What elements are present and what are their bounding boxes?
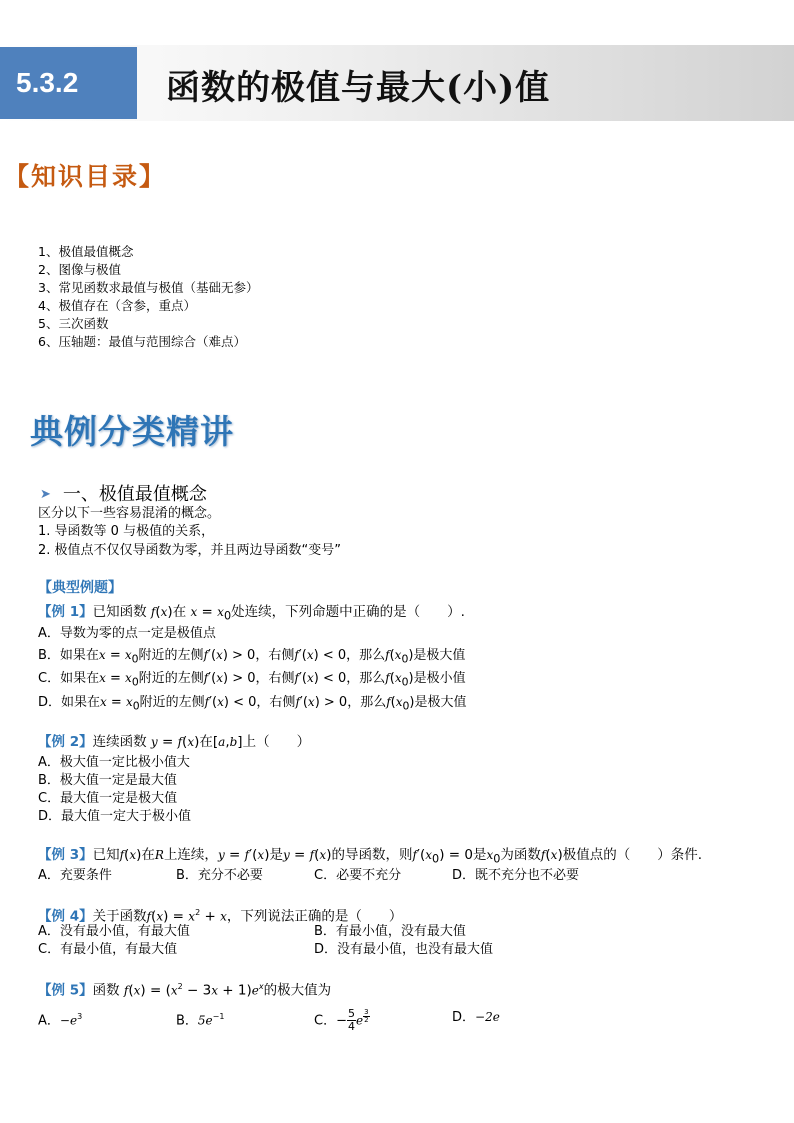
example-3-question: 【例 3】已知f(x)在R上连续，y = f′(x)是y = f(x)的导函数，则$f'(x_0) = 0$是$x_0$为函数f(x)极值点的（ ）条件. [38, 847, 703, 866]
typical-examples-heading: 【典型例题】 [38, 580, 122, 596]
example-4-option: B．有最小值，没有最大值 [314, 924, 466, 939]
example-5-option-d: D．−2e [452, 1010, 500, 1025]
catalog-item: 4、极值存在（含参，重点） [38, 298, 196, 313]
example-5-option-c: C．− $\frac{5}{4}$ e $^{\frac{3}{2}}$ [314, 1007, 369, 1034]
catalog-item: 6、压轴题：最值与范围综合（难点） [38, 334, 246, 349]
example-1-question: 【例 1】已知函数 f(x)在 $x = x_0$处连续，下列命题中正确的是（ ）. [38, 604, 465, 623]
example-3-option: B．充分不必要 [176, 868, 263, 883]
example-2-option: C．最大值一定是极大值 [38, 791, 178, 806]
example-2-option: D．最大值一定大于极小值 [38, 809, 192, 824]
example-4-option: D．没有最小值，也没有最大值 [314, 942, 494, 957]
examples-banner: 典例分类精讲 [30, 412, 234, 451]
example-4-option: C．有最小值，有最大值 [38, 942, 178, 957]
section-heading: ➤ 一、极值最值概念 [40, 484, 207, 505]
catalog-item: 1、极值最值概念 [38, 244, 134, 259]
catalog-item: 3、常见函数求最值与极值（基础无参） [38, 280, 259, 295]
example-4-question: 【例 4】关于函数$f(x) = x^2 + x$，下列说法正确的是（ ） [38, 908, 403, 925]
point-item: 1. 导函数等 0 与极值的关系， [38, 524, 215, 539]
example-1-option-d: D．如果在$x = x_0$附近的左侧f′(x) < 0，右侧f′(x) > 0，那么$f(x_0)$是极大值 [38, 695, 467, 713]
example-5-option-a: A．$-e^3$ [38, 1012, 83, 1029]
example-4-option: A．没有最小值，有最大值 [38, 924, 190, 939]
section-number: 5.3.2 [0, 47, 137, 119]
example-3-option: D．既不充分也不必要 [452, 868, 580, 883]
example-3-option: A．充要条件 [38, 868, 112, 883]
example-2-question: 【例 2】连续函数 y = f(x)在[a,b]上（ ） [38, 734, 311, 750]
example-5-option-b: B．$5e^{-1}$ [176, 1012, 225, 1029]
catalog-item: 2、图像与极值 [38, 262, 121, 277]
example-1-option-c: C．如果在$x = x_0$附近的左侧f′(x) > 0，右侧f′(x) < 0，那么$f(x_0)$是极小值 [38, 671, 466, 689]
page-title: 函数的极值与最大(小)值 [166, 68, 551, 108]
example-2-option: A．极大值一定比极小值大 [38, 755, 190, 770]
example-3-option: C．必要不充分 [314, 868, 402, 883]
arrow-bullet-icon: ➤ [40, 487, 51, 502]
example-2-option: B．极大值一定是最大值 [38, 773, 177, 788]
example-1-option-b: B．如果在$x = x_0$附近的左侧f′(x) > 0，右侧f′(x) < 0，那么$f(x_0)$是极大值 [38, 648, 466, 666]
catalog-item: 5、三次函数 [38, 316, 109, 331]
catalog-heading: 【知识目录】 [4, 162, 167, 191]
example-1-option-a: A．导数为零的点一定是极值点 [38, 626, 216, 641]
example-5-question: 【例 5】函数 $f(x) = (x^2 - 3x + 1)e^x$的极大值为 [38, 982, 332, 999]
point-item: 2. 极值点不仅仅导函数为零，并且两边导函数“变号” [38, 543, 342, 558]
intro-text: 区分以下一些容易混淆的概念。 [38, 506, 221, 521]
